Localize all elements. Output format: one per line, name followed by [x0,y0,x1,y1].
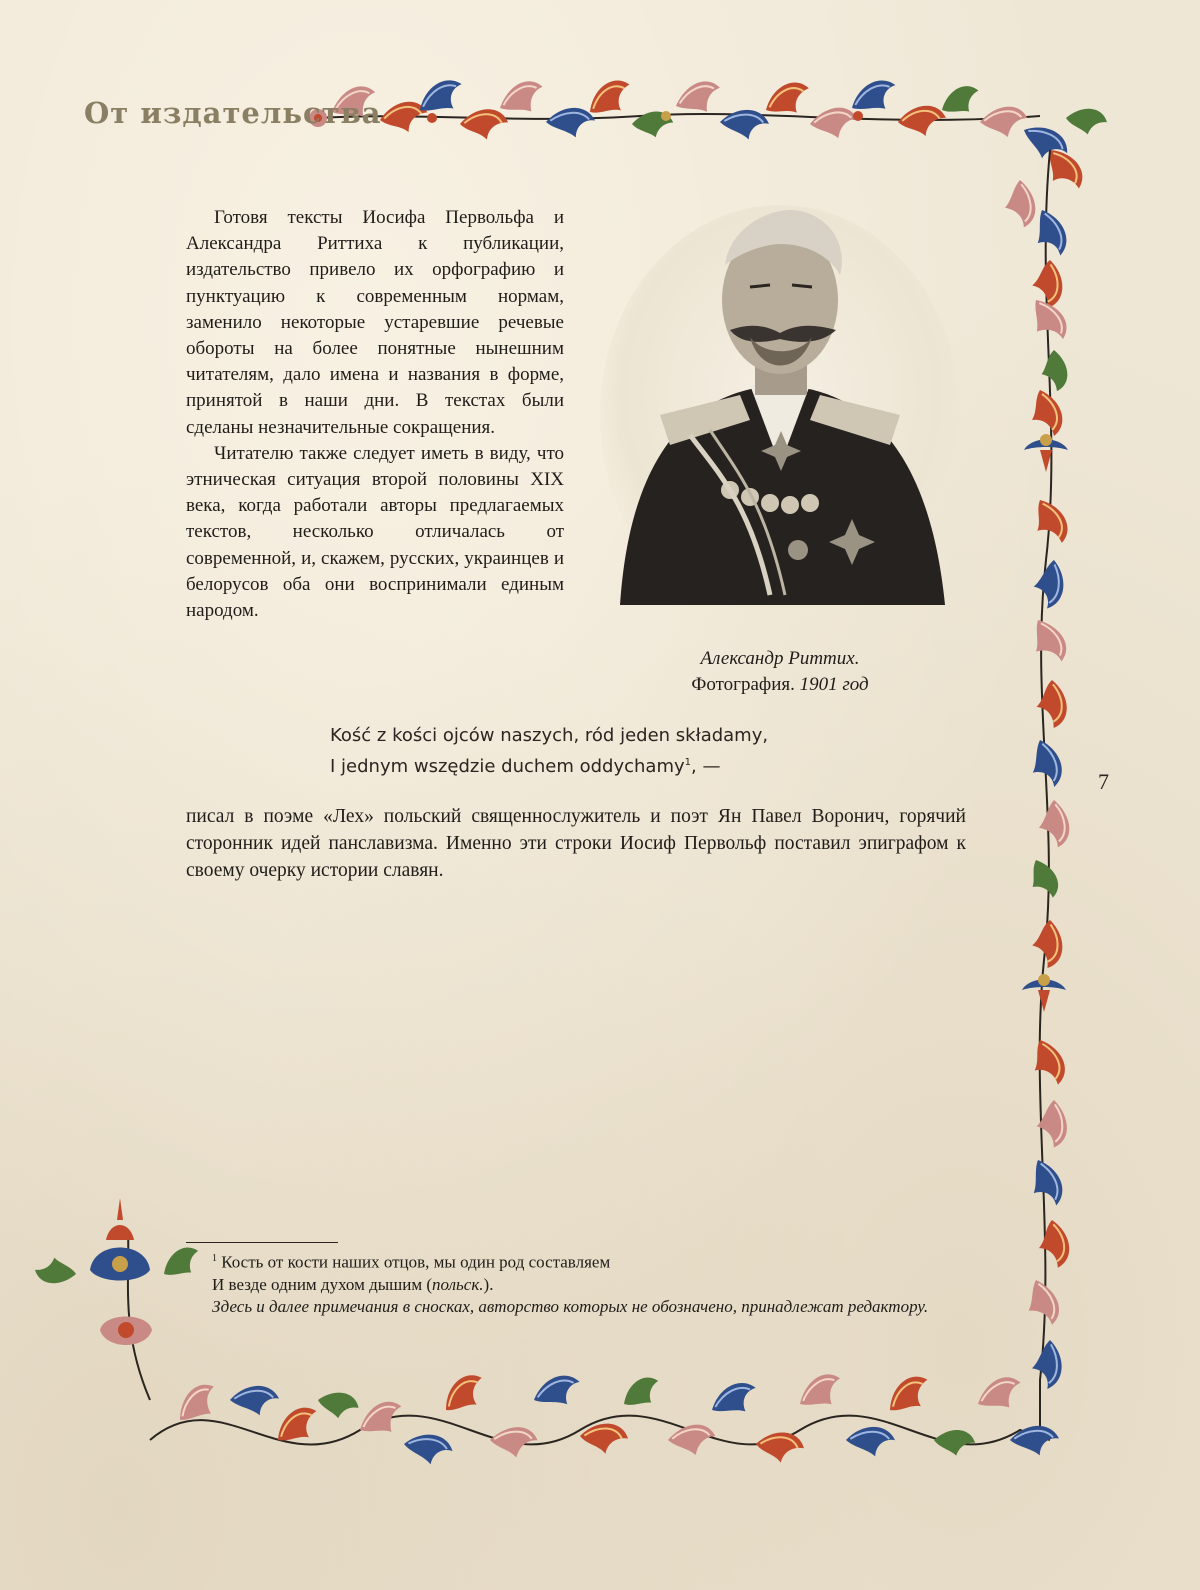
footnote-text-2-suffix: ). [483,1274,494,1294]
footnote-text-2-prefix: И везде одним духом дышим ( [212,1274,433,1294]
footnotes [186,1248,968,1318]
epigraph-poem [330,722,768,780]
page-number: 7 [1098,769,1109,794]
footnote-reference: 1 [684,757,692,768]
caption-prefix: Фотография. [691,674,795,695]
editor-note: Здесь и далее примечания в сносках, авторство которых не обозначено, принадлежат редактору. [212,1296,929,1316]
poem-line-1: Kość z kości ojców naszych, ród jeden składamy, [330,725,769,746]
poem-line-2-suffix: , — [691,756,721,777]
footnote-line-2 [186,1274,968,1296]
portrait-caption [600,646,960,698]
footnote-mark: 1 [212,1253,217,1264]
footnote-text-1: Кость от кости наших отцов, мы один род составляем [221,1252,611,1272]
main-paragraph: писал в поэме «Лех» польский священнослужитель и поэт Ян Павел Воронич, горячий сторонник идей панславизма. Именно эти строки Иосиф Первольф поставил эпиграфом к своему очерку истории славян. [186,806,966,881]
caption-date-line [600,672,960,698]
poem-line-2-text: I jednym wszędzie duchem oddychamy [330,756,685,777]
portrait-photo [600,205,960,625]
poem-line-2 [330,749,768,780]
footnote-line-1 [186,1248,968,1274]
intro-paragraph-2: Читателю также следует иметь в виду, что этническая ситуация второй половины XIX века, когда работали авторы предлагаемых текстов, несколько отличалась от современной, и, скажем, русских, украинцев и белорусов оба они воспринимали единым народом. [186,442,564,622]
caption-name: Александр Риттих. [700,648,860,669]
caption-year: 1901 год [799,674,869,695]
footnote-divider [186,1242,338,1243]
section-header: От издательства [84,96,382,130]
intro-text [186,205,564,624]
intro-paragraph-1: Готовя тексты Иосифа Первольфа и Александра Риттиха к публикации, издательство привело их орфографию и пунктуацию к современным нормам, заменило некоторые устаревшие речевые обороты на более понятные нынешним читателям, дало имена и названия в форме, принятой в наши дни. В текстах были сделаны незначительные сокращения. [186,207,564,438]
footnote-lang: польск. [432,1274,484,1294]
